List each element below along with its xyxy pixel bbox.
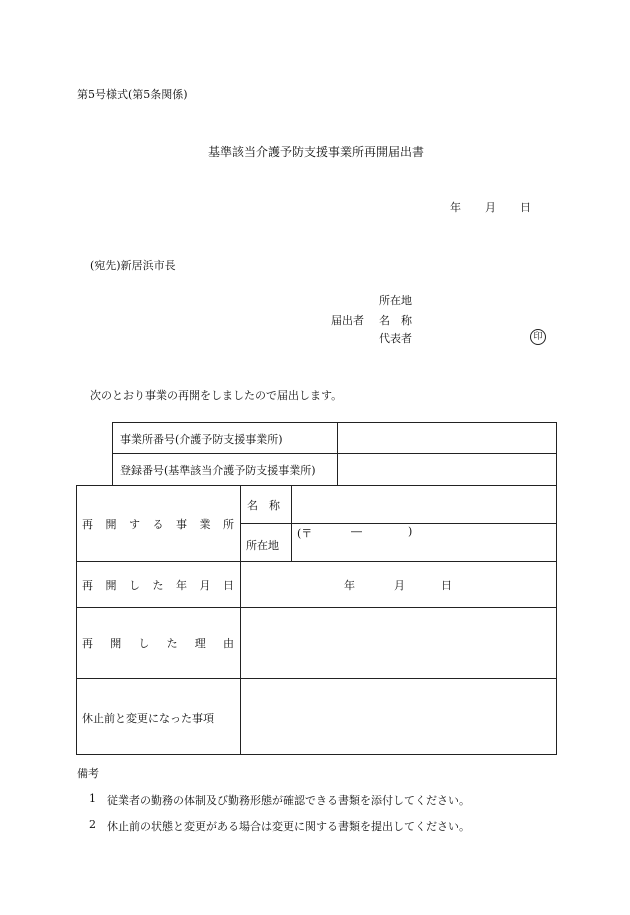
table-line [337,422,338,485]
table-line [76,485,556,486]
remark-text: 従業者の勤務の体制及び勤務形態が確認できる書類を添付してください。 [107,794,470,807]
reopen-reason-label: 再 開 し た 理 由 [82,637,234,650]
notifier-name-label: 名 称 [379,314,412,327]
notifier-label: 届出者 [331,314,364,327]
table-line [76,485,77,754]
remarks-heading: 備考 [77,767,99,780]
table-line [556,422,557,754]
office-location-label: 所在地 [246,539,279,552]
postal-prefix: (〒 [297,527,313,540]
date-month: 月 [485,201,496,214]
remark-number: 2 [89,818,96,831]
table-line [76,561,556,562]
reopen-date-day: 日 [441,579,452,592]
table-line [112,453,556,454]
changes-label: 休止前と変更になった事項 [82,712,214,725]
document-title: 基準該当介護予防支援事業所再開届出書 [208,145,425,159]
form-number: 第5号様式(第5条関係) [77,88,188,101]
notifier-address-label: 所在地 [379,294,412,307]
office-number-label: 事業所番号(介護予防支援事業所) [120,433,283,446]
table-line [240,523,556,524]
table-line [76,754,557,755]
reopen-office-label: 再 開 す る 事 業 所 [82,518,234,531]
intro-text: 次のとおり事業の再開をしましたので届出します。 [90,389,343,402]
reopen-date-label: 再 開 し た 年 月 日 [82,579,234,592]
table-line [240,485,241,754]
reopen-date-year: 年 [344,579,355,592]
registration-number-label: 登録番号(基準該当介護予防支援事業所) [120,464,316,477]
remark-text: 休止前の状態と変更がある場合は変更に関する書類を提出してください。 [107,820,470,833]
postal-dash: ― [351,525,362,538]
addressee: (宛先)新居浜市長 [90,259,176,272]
table-line [76,607,556,608]
table-line [112,422,556,423]
remark-number: 1 [89,792,96,805]
postal-suffix: ) [408,525,413,538]
date-day: 日 [520,201,531,214]
date-year: 年 [450,201,461,214]
table-line [112,422,113,485]
office-name-label: 名 称 [247,499,280,512]
seal-mark: 印 [530,329,546,345]
table-line [76,678,556,679]
reopen-date-month: 月 [394,579,405,592]
notifier-rep-label: 代表者 [379,332,412,345]
